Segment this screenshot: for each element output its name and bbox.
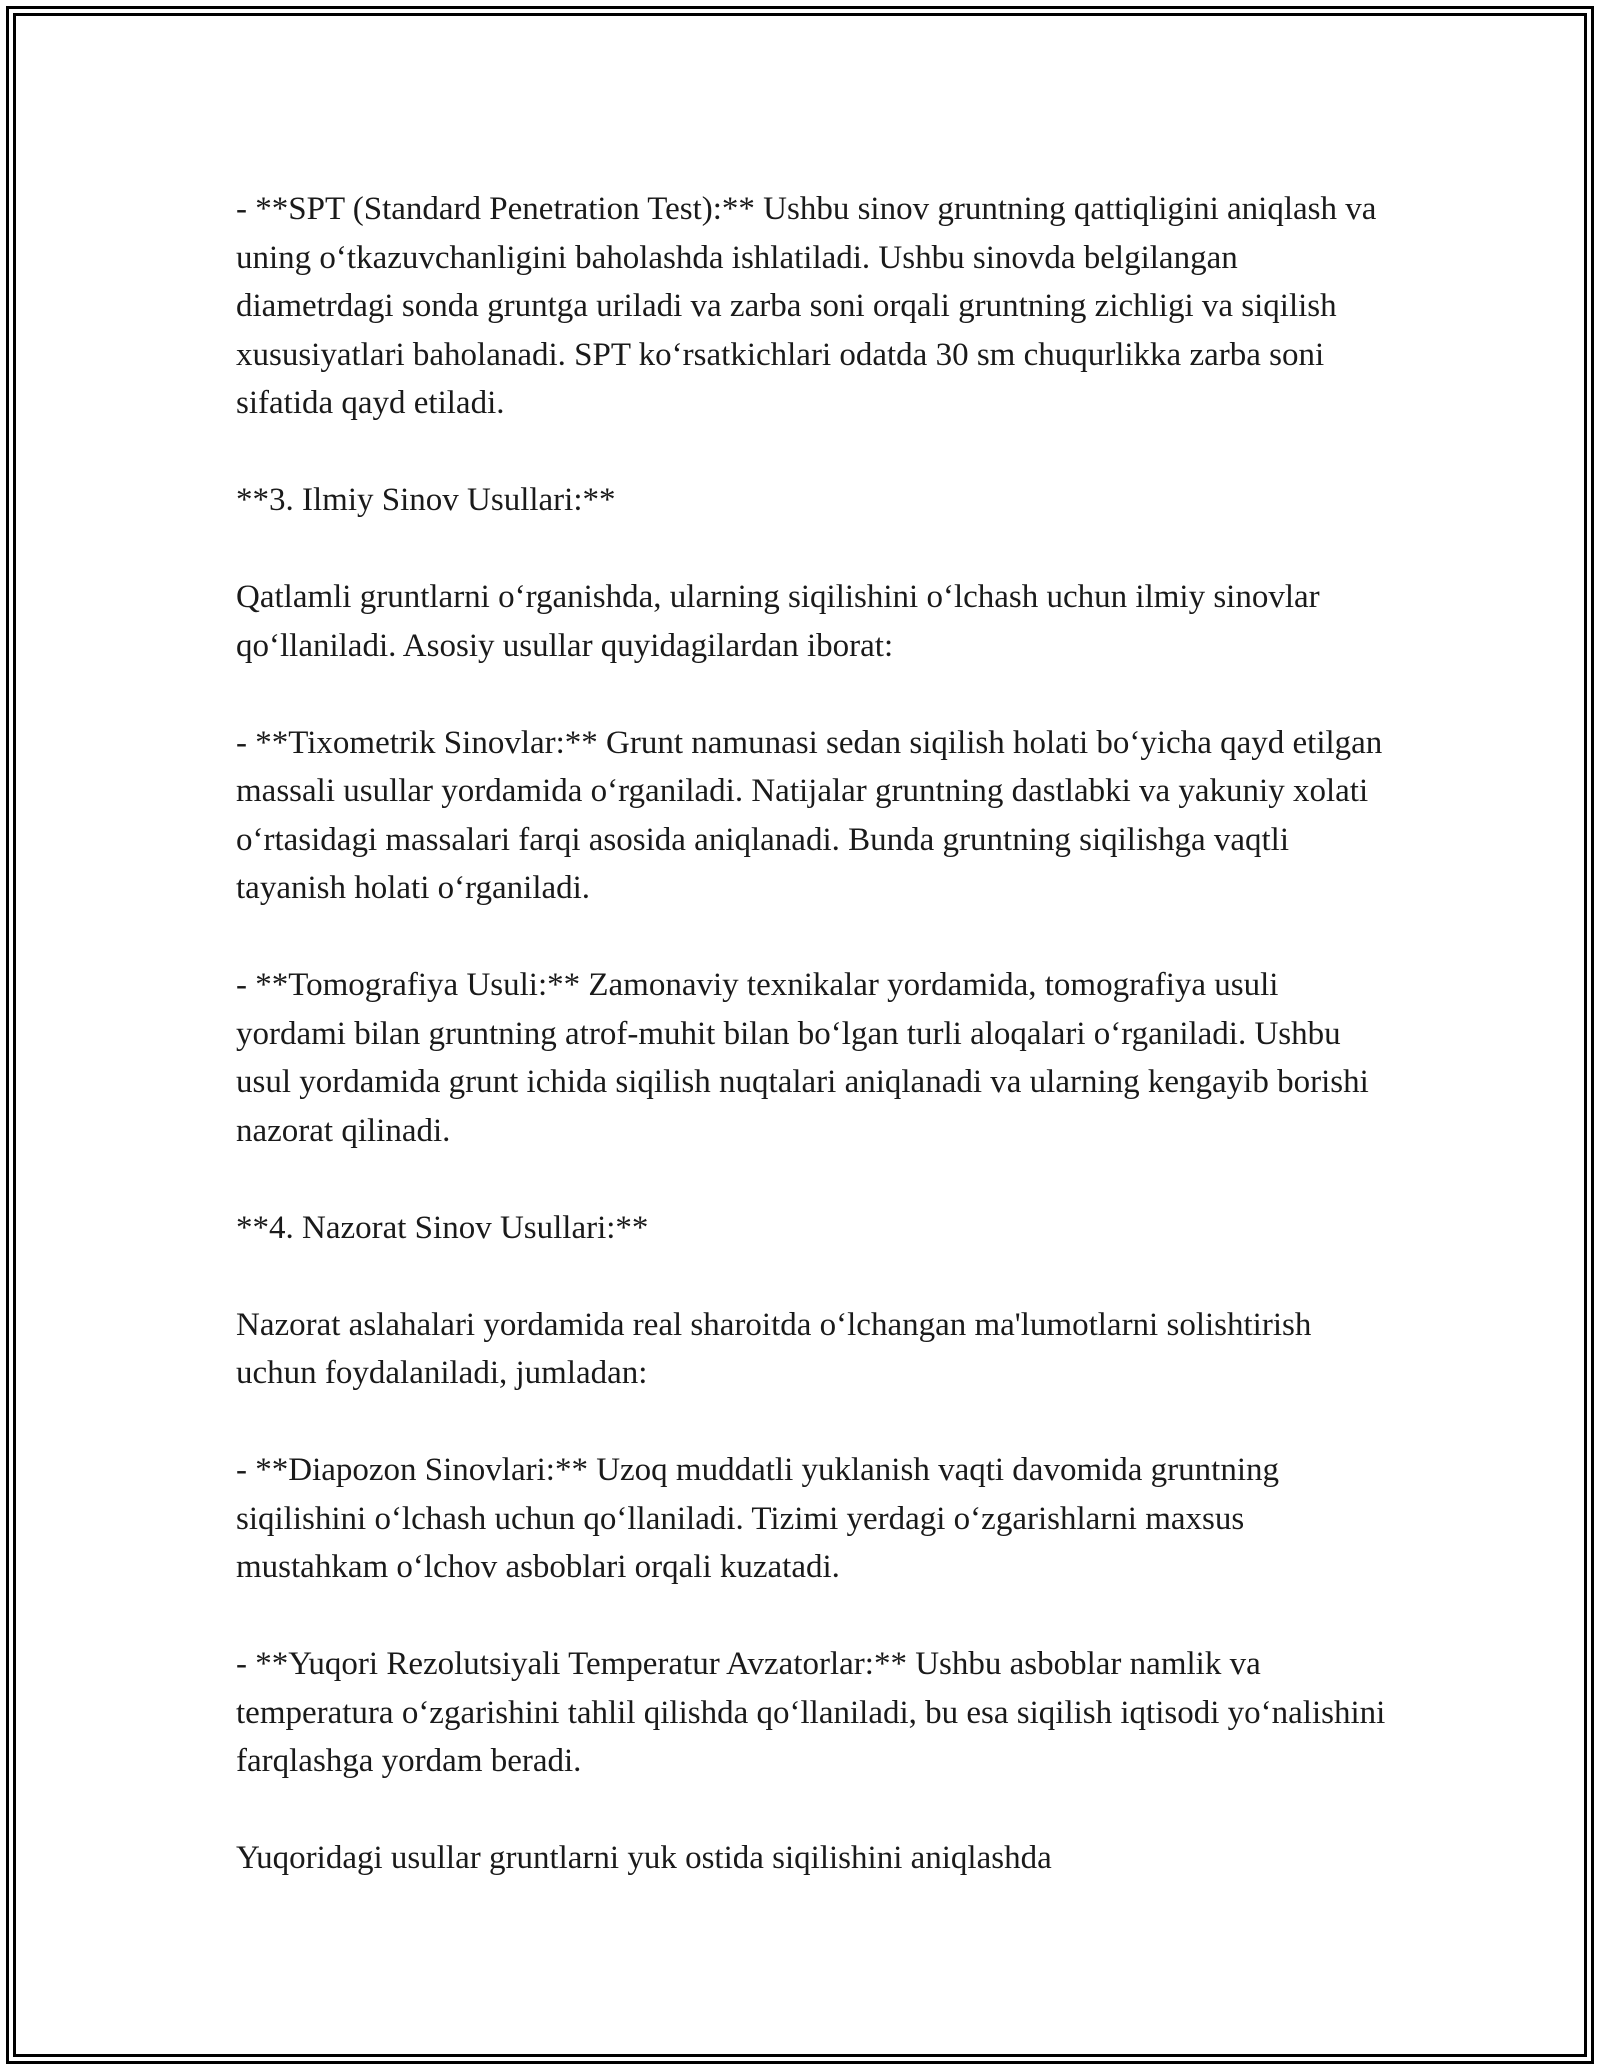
document-body [236,185,1396,1883]
heading-ilmiy-sinov-usullari: **3. Ilmiy Sinov Usullari:** [236,482,616,518]
paragraph-spt: - **SPT (Standard Penetration Test):** Ushbu sinov gruntning qattiqligini aniqlash va uning o‘tkazuvchanligini baholashda ishlatiladi. Ushbu sinovda belgilangan diametrdagi sonda gruntga uriladi va zarba soni orqali gruntning zichligi va siqilish xususiyatlari baholanadi. SPT ko‘rsatkichlari odatda 30 sm chuqurlikka zarba soni sifatida qayd etiladi. [236,191,1377,421]
paragraph-tomografiya: - **Tomografiya Usuli:** Zamonaviy texnikalar yordamida, tomografiya usuli yordami bilan gruntning atrof-muhit bilan bo‘lgan turli aloqalari o‘rganiladi. Ushbu usul yordamida grunt ichida siqilish nuqtalari aniqlanadi va ularning kengayib borishi nazorat qilinadi. [236,967,1369,1149]
paragraph-tixometrik: - **Tixometrik Sinovlar:** Grunt namunasi sedan siqilish holati bo‘yicha qayd etilgan massali usullar yordamida o‘rganiladi. Natijalar gruntning dastlabki va yakuniy xolati o‘rtasidagi massalari farqi asosida aniqlanadi. Bunda gruntning siqilishga vaqtli tayanish holati o‘rganiladi. [236,724,1383,906]
paragraph-conclusion: Yuqoridagi usullar gruntlarni yuk ostida siqilishini aniqlashda [236,1840,1052,1876]
paragraph-diapozon: - **Diapozon Sinovlari:** Uzoq muddatli yuklanish vaqti davomida gruntning siqilishini o‘lchash uchun qo‘llaniladi. Tizimi yerdagi o‘zgarishlarni maxsus mustahkam o‘lchov asboblari orqali kuzatadi. [236,1452,1280,1585]
paragraph-temperatur-avzatorlar: - **Yuqori Rezolutsiyali Temperatur Avzatorlar:** Ushbu asboblar namlik va temperatura o‘zgarishini tahlil qilishda qo‘llaniladi, bu esa siqilish iqtisodi yo‘nalishini farqlashga yordam beradi. [236,1646,1386,1779]
paragraph-ilmiy-intro: Qatlamli gruntlarni o‘rganishda, ularning siqilishini o‘lchash uchun ilmiy sinovlar qo‘llaniladi. Asosiy usullar quyidagilardan iborat: [236,579,1320,664]
heading-nazorat-sinov-usullari: **4. Nazorat Sinov Usullari:** [236,1209,649,1246]
paragraph-nazorat-intro: Nazorat aslahalari yordamida real sharoitda o‘lchangan ma'lumotlarni solishtirish uchun foydalaniladi, jumladan: [236,1306,1312,1391]
